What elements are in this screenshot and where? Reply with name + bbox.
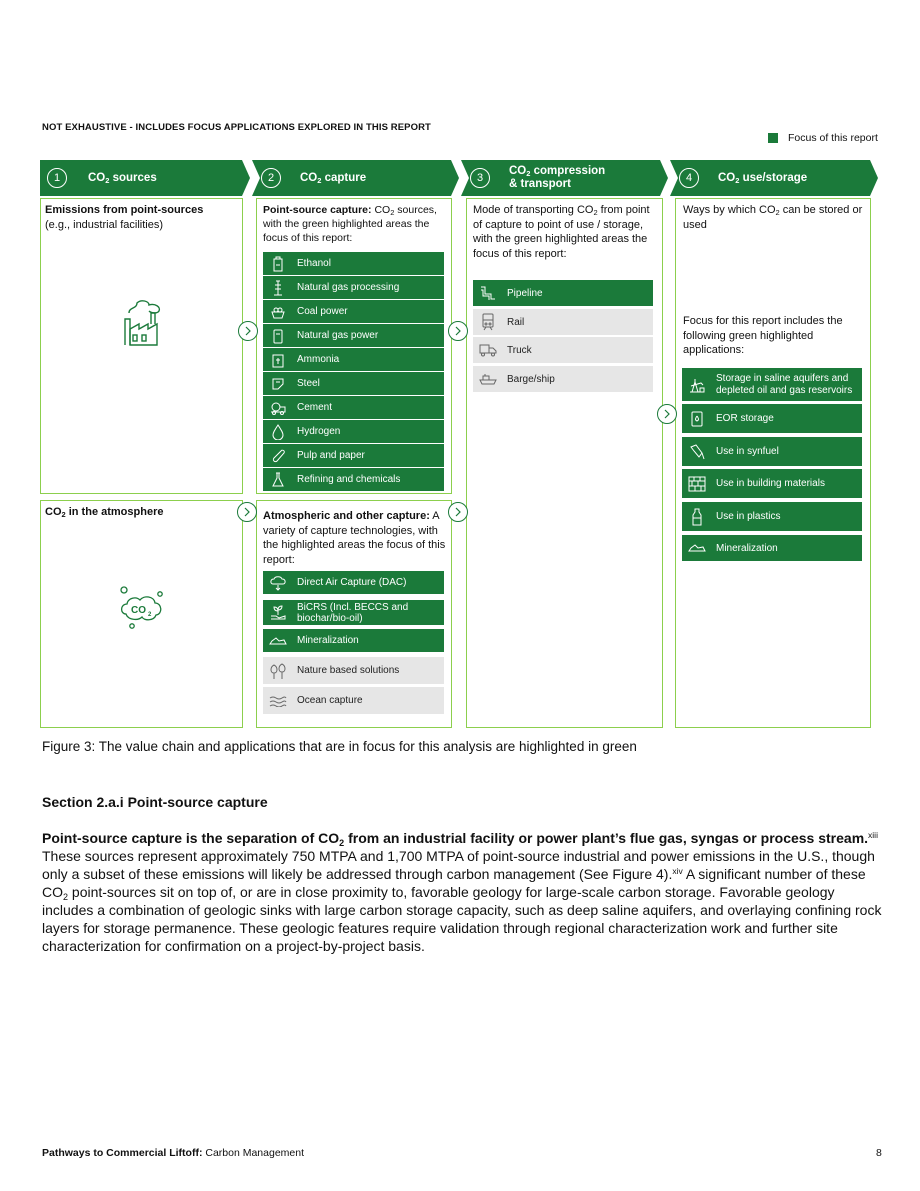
flow-arrow-transport-to-use (657, 404, 677, 424)
pipeline-icon (473, 285, 503, 301)
flow-arrow-atmo-capture-to-transport (448, 502, 468, 522)
step-label: $CO_2$ use/storage (718, 171, 808, 185)
chevron-right-icon (454, 507, 462, 517)
legend-label: Focus of this report (788, 132, 878, 144)
capture-item-ethanol: Ethanol (263, 252, 444, 275)
capture-item-natural-gas-power: Natural gas power (263, 324, 444, 347)
hydrogen-icon (263, 424, 293, 440)
use-description: Ways by which $CO_2$ can be stored or used (683, 204, 863, 231)
capture-item-bicrs: BiCRS (Incl. BECCS and biochar/bio-oil) (263, 600, 444, 625)
capture-item-cement: Cement (263, 396, 444, 419)
step-number: 4 (679, 168, 699, 188)
body-paragraph: Point-source capture is the separation of $CO_2$ from an industrial facility or power plant’s flue gas, syngas or process stream.$^{xiii}$ These sources represent approximately 750 MTPA and 1,700 MTPA of point-source industrial and power emissions in the U.S., though only a subset of these emissions will likely be addressed through carbon management (See Figure 4).$^{xiv}$ A significant number of these $CO_2$ point-sources sit on top of, or are in close proximity to, favorable geology for large-scale carbon storage. Favorable geology includes a combination of geologic sinks with large carbon storage capacity, such as deep saline aquifers, and overlaying confining rock layers for storage permanence. These geologic features require validation through regional characterization work and further site characterization for confirmation on a project-by-project basis. (42, 830, 882, 954)
chevron-right-icon (244, 326, 252, 336)
panel-transport (466, 198, 663, 728)
capture-item-dac: Direct Air Capture (DAC) (263, 571, 444, 594)
ammonia-icon (263, 352, 293, 368)
page-number: 8 (876, 1147, 882, 1159)
use-item-plastics: Use in plastics (682, 502, 862, 531)
capture-item-natural-gas-processing: Natural gas processing (263, 276, 444, 299)
panel-atmosphere (40, 500, 243, 728)
coal-icon (263, 305, 293, 319)
footnote-ref[interactable]: xiv (672, 866, 683, 876)
trees-icon (263, 662, 293, 680)
mineralization-icon (682, 543, 712, 553)
footnote-ref[interactable]: xiii (868, 830, 878, 840)
fuel-nozzle-icon (682, 443, 712, 461)
svg-text:CO: CO (131, 605, 146, 616)
legend-swatch (768, 133, 778, 143)
transport-description: Mode of transporting $CO_2$ from point of capture to point of use / storage, with the green highlighted areas the focus of this report: (473, 204, 650, 260)
train-icon (473, 313, 503, 331)
point-sources-title: Emissions from point-sources (45, 204, 204, 216)
step-number: 1 (47, 168, 67, 188)
transport-item-pipeline: Pipeline (473, 280, 653, 306)
refining-icon (263, 472, 293, 488)
step-label: $CO_2$ capture (300, 171, 367, 185)
page-footer: Pathways to Commercial Liftoff: Carbon Management (42, 1147, 305, 1159)
figure-caption: Figure 3: The value chain and applications that are in focus for this analysis are highlighted in green (42, 739, 637, 754)
transport-item-rail: Rail (473, 309, 653, 335)
gas-processing-icon (263, 280, 293, 296)
capture-item-steel: Steel (263, 372, 444, 395)
atmo-capture-description: Atmospheric and other capture: A variety of capture technologies, with the highlighted areas the focus of this report: (263, 510, 446, 566)
use-item-building-materials: Use in building materials (682, 469, 862, 498)
bricks-icon (682, 476, 712, 492)
co2-cloud-icon (116, 584, 168, 632)
capture-item-coal-power: Coal power (263, 300, 444, 323)
pulp-icon (263, 448, 293, 464)
transport-item-truck: Truck (473, 337, 653, 363)
truck-icon (473, 343, 503, 357)
legend (768, 132, 878, 144)
capture-item-hydrogen: Hydrogen (263, 420, 444, 443)
capture-item-mineralization: Mineralization (263, 629, 444, 652)
section-title: Section 2.a.i Point-source capture (42, 794, 268, 810)
capture-item-refining-and-chemicals: Refining and chemicals (263, 468, 444, 491)
gas-power-icon (263, 328, 293, 344)
chevron-right-icon (663, 409, 671, 419)
transport-item-barge: Barge/ship (473, 366, 653, 392)
flow-arrow-atmosphere-to-capture (237, 502, 257, 522)
capture-item-ammonia: Ammonia (263, 348, 444, 371)
step-number: 2 (261, 168, 281, 188)
cement-icon (263, 401, 293, 415)
use-item-synfuel: Use in synfuel (682, 437, 862, 466)
dac-icon (263, 575, 293, 591)
step-header-use (670, 160, 878, 196)
atmosphere-title: $CO_2$ in the atmosphere (45, 506, 164, 519)
use-item-storage-saline: Storage in saline aquifers and depleted oil and gas reservoirs (682, 368, 862, 401)
capture-item-ocean-capture: Ocean capture (263, 687, 444, 714)
step-header-sources (40, 160, 250, 196)
chevron-right-icon (454, 326, 462, 336)
oil-barrel-icon (682, 411, 712, 427)
point-capture-description: Point-source capture: $CO_2$ sources, with the green highlighted areas the focus of this report: (263, 204, 437, 244)
use-focus-text: Focus for this report includes the following green highlighted applications: (683, 315, 843, 356)
oil-rig-icon (682, 376, 712, 394)
flow-arrow-sources-to-capture (238, 321, 258, 341)
use-item-mineralization: Mineralization (682, 535, 862, 561)
scope-note: NOT EXHAUSTIVE - INCLUDES FOCUS APPLICATIONS EXPLORED IN THIS REPORT (42, 122, 431, 133)
chevron-right-icon (243, 507, 251, 517)
step-header-capture (252, 160, 459, 196)
step-number: 3 (470, 168, 490, 188)
factory-icon (121, 297, 167, 347)
step-header-transport (461, 160, 668, 196)
svg-text:2: 2 (148, 612, 152, 618)
capture-item-pulp-and-paper: Pulp and paper (263, 444, 444, 467)
step-label: $CO_2$ compression & transport (509, 165, 606, 190)
flow-arrow-capture-to-transport (448, 321, 468, 341)
mineralization-icon (263, 636, 293, 646)
plant-hand-icon (263, 605, 293, 621)
steel-icon (263, 376, 293, 392)
panel-point-sources (40, 198, 243, 494)
waves-icon (263, 695, 293, 707)
point-sources-subtitle: (e.g., industrial facilities) (45, 218, 163, 231)
ethanol-icon (263, 256, 293, 272)
bottle-icon (682, 508, 712, 526)
step-label: $CO_2$ sources (88, 171, 157, 185)
capture-item-nature-based: Nature based solutions (263, 657, 444, 684)
use-item-eor-storage: EOR storage (682, 404, 862, 433)
ship-icon (473, 372, 503, 386)
